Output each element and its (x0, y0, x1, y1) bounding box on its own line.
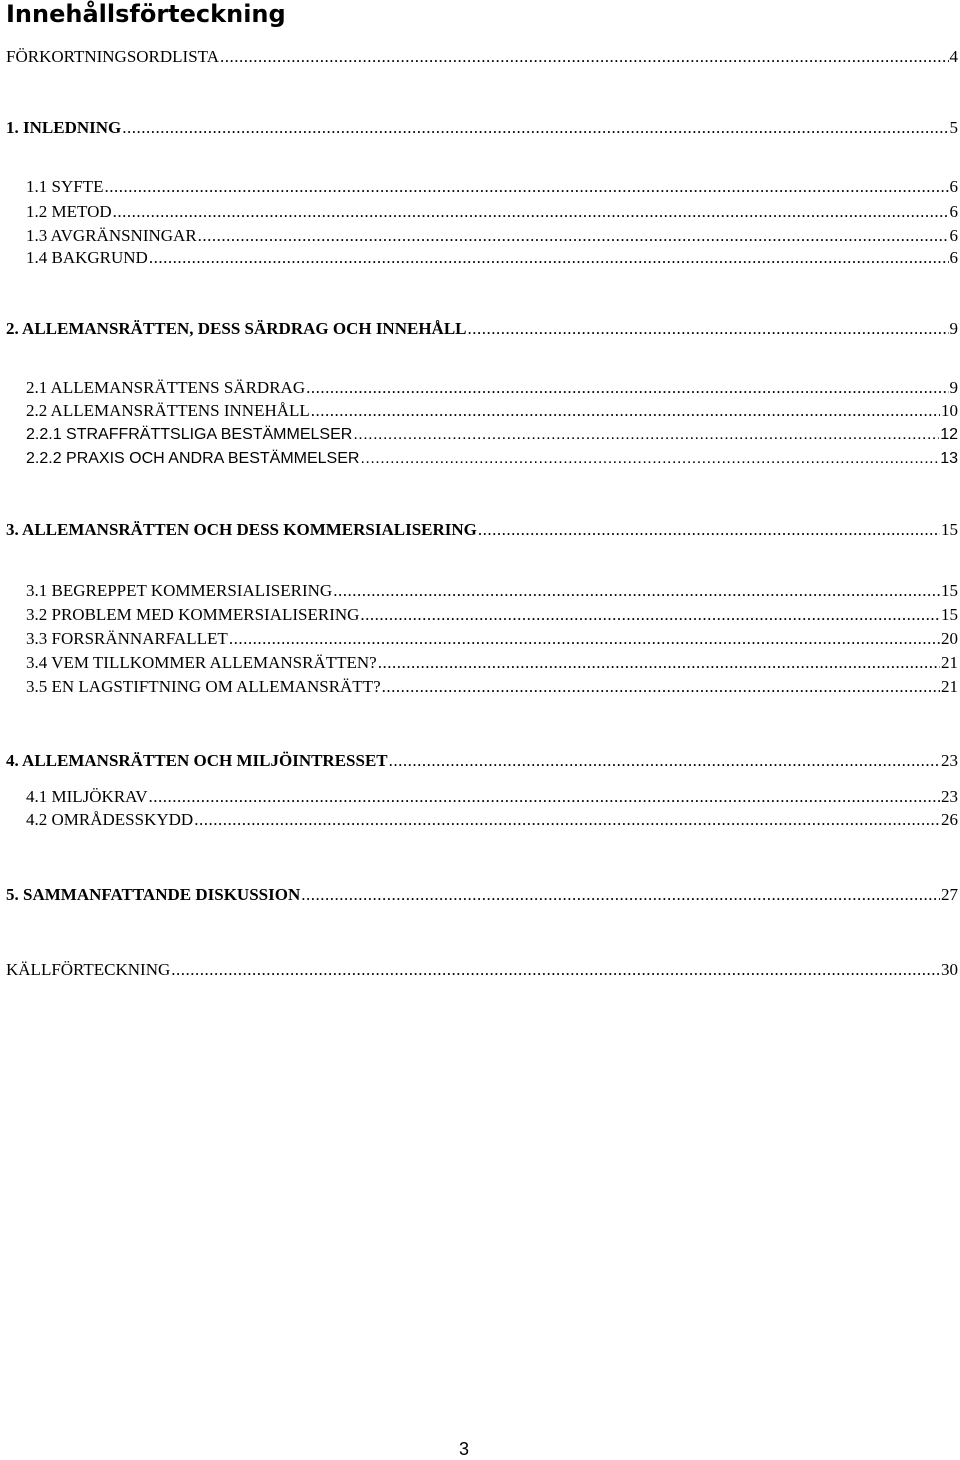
toc-entry-page: 5 (949, 118, 958, 137)
toc-entry-title: 2.1 ALLEMANSRÄTTENS SÄRDRAG (26, 378, 306, 397)
toc-dot-leader (149, 247, 949, 269)
toc-dot-leader (360, 604, 940, 626)
toc-entry-section-4-1[interactable] (26, 786, 958, 808)
toc-entry-page: 20 (941, 629, 958, 648)
toc-dot-leader (171, 959, 940, 981)
toc-entry-page: 23 (941, 751, 958, 770)
toc-entry-page: 21 (941, 677, 958, 696)
toc-entry-title: FÖRKORTNINGSORDLISTA (6, 47, 219, 66)
toc-entry-title: 3.2 PROBLEM MED KOMMERSIALISERING (26, 605, 360, 624)
toc-entry-page: 4 (949, 47, 958, 66)
toc-entry-title: 2. ALLEMANSRÄTTEN, DESS SÄRDRAG OCH INNEHÅLL (6, 319, 467, 338)
toc-entry-page: 6 (949, 248, 958, 267)
toc-entry-page: 6 (949, 177, 958, 196)
toc-dot-leader (306, 377, 948, 399)
page-title: Innehållsförteckning (6, 0, 286, 28)
toc-entry-page: 27 (941, 885, 958, 904)
toc-entry-section-3-1[interactable] (26, 580, 958, 602)
toc-entry-chapter-1[interactable] (6, 117, 958, 139)
toc-entry-page: 21 (941, 653, 958, 672)
toc-entry-chapter-2[interactable] (6, 318, 958, 340)
toc-entry-section-1-4[interactable] (26, 247, 958, 269)
toc-dot-leader (311, 400, 940, 422)
toc-dot-leader (113, 201, 949, 223)
toc-dot-leader (149, 786, 940, 808)
toc-entry-section-3-5[interactable] (26, 676, 958, 698)
toc-entry-section-4-2[interactable] (26, 809, 958, 831)
toc-entry-chapter-4[interactable] (6, 750, 958, 772)
toc-dot-leader (122, 117, 948, 139)
toc-entry-page: 15 (941, 520, 958, 539)
toc-entry-title: 3.3 FORSRÄNNARFALLET (26, 629, 228, 648)
toc-dot-leader (301, 884, 940, 906)
toc-dot-leader (220, 46, 949, 68)
toc-entry-title: 4.2 OMRÅDESSKYDD (26, 810, 194, 829)
toc-entry-kallforteckning[interactable] (6, 959, 958, 981)
toc-entry-section-1-1[interactable] (26, 176, 958, 198)
toc-entry-page: 30 (941, 960, 958, 979)
toc-entry-section-1-2[interactable] (26, 201, 958, 223)
toc-dot-leader (353, 424, 939, 446)
toc-entry-page: 9 (949, 319, 958, 338)
toc-entry-title: 5. SAMMANFATTANDE DISKUSSION (6, 885, 301, 904)
toc-entry-page: 13 (940, 450, 958, 467)
toc-entry-title: KÄLLFÖRTECKNING (6, 960, 171, 979)
page-number: 3 (458, 1439, 469, 1459)
toc-entry-page: 6 (949, 226, 958, 245)
toc-dot-leader (382, 676, 940, 698)
toc-entry-title: 3.1 BEGREPPET KOMMERSIALISERING (26, 581, 333, 600)
toc-entry-page: 10 (941, 401, 958, 420)
toc-entry-title: 1.4 BAKGRUND (26, 248, 148, 267)
toc-entry-chapter-5[interactable] (6, 884, 958, 906)
toc-dot-leader (104, 176, 948, 198)
toc-entry-chapter-3[interactable] (6, 519, 958, 541)
toc-entry-section-2-2-1[interactable] (26, 424, 958, 446)
toc-entry-title: 4. ALLEMANSRÄTTEN OCH MILJÖINTRESSET (6, 751, 388, 770)
toc-entry-section-3-3[interactable] (26, 628, 958, 650)
toc-dot-leader (360, 448, 939, 470)
toc-dot-leader (378, 652, 940, 674)
toc-entry-section-3-2[interactable] (26, 604, 958, 626)
toc-entry-section-2-1[interactable] (26, 377, 958, 399)
toc-dot-leader (468, 318, 949, 340)
toc-entry-title: 2.2 ALLEMANSRÄTTENS INNEHÅLL (26, 401, 310, 420)
toc-entry-section-2-2-2[interactable] (26, 448, 958, 470)
toc-entry-title: 1. INLEDNING (6, 118, 122, 137)
toc-entry-page: 6 (949, 202, 958, 221)
toc-entry-forkortningsordlista[interactable] (6, 46, 958, 68)
toc-dot-leader (333, 580, 940, 602)
toc-entry-page: 15 (941, 581, 958, 600)
toc-entry-title: 4.1 MILJÖKRAV (26, 787, 148, 806)
toc-entry-title: 2.2.1 STRAFFRÄTTSLIGA BESTÄMMELSER (26, 426, 353, 443)
toc-dot-leader (198, 225, 949, 247)
toc-entry-page: 23 (941, 787, 958, 806)
toc-entry-title: 3.4 VEM TILLKOMMER ALLEMANSRÄTTEN? (26, 653, 377, 672)
toc-dot-leader (229, 628, 940, 650)
toc-dot-leader (389, 750, 940, 772)
toc-entry-page: 26 (941, 810, 958, 829)
toc-entry-page: 9 (949, 378, 958, 397)
toc-dot-leader (194, 809, 940, 831)
toc-entry-title: 2.2.2 PRAXIS OCH ANDRA BESTÄMMELSER (26, 450, 360, 467)
toc-entry-title: 3.5 EN LAGSTIFTNING OM ALLEMANSRÄTT? (26, 677, 381, 696)
toc-entry-page: 15 (941, 605, 958, 624)
toc-entry-section-1-3[interactable] (26, 225, 958, 247)
toc-entry-section-2-2[interactable] (26, 400, 958, 422)
toc-dot-leader (478, 519, 940, 541)
toc-entry-page: 12 (940, 426, 958, 443)
toc-entry-title: 1.1 SYFTE (26, 177, 104, 196)
toc-entry-title: 3. ALLEMANSRÄTTEN OCH DESS KOMMERSIALISERING (6, 520, 477, 539)
toc-entry-title: 1.2 METOD (26, 202, 112, 221)
toc-entry-title: 1.3 AVGRÄNSNINGAR (26, 226, 197, 245)
toc-entry-section-3-4[interactable] (26, 652, 958, 674)
